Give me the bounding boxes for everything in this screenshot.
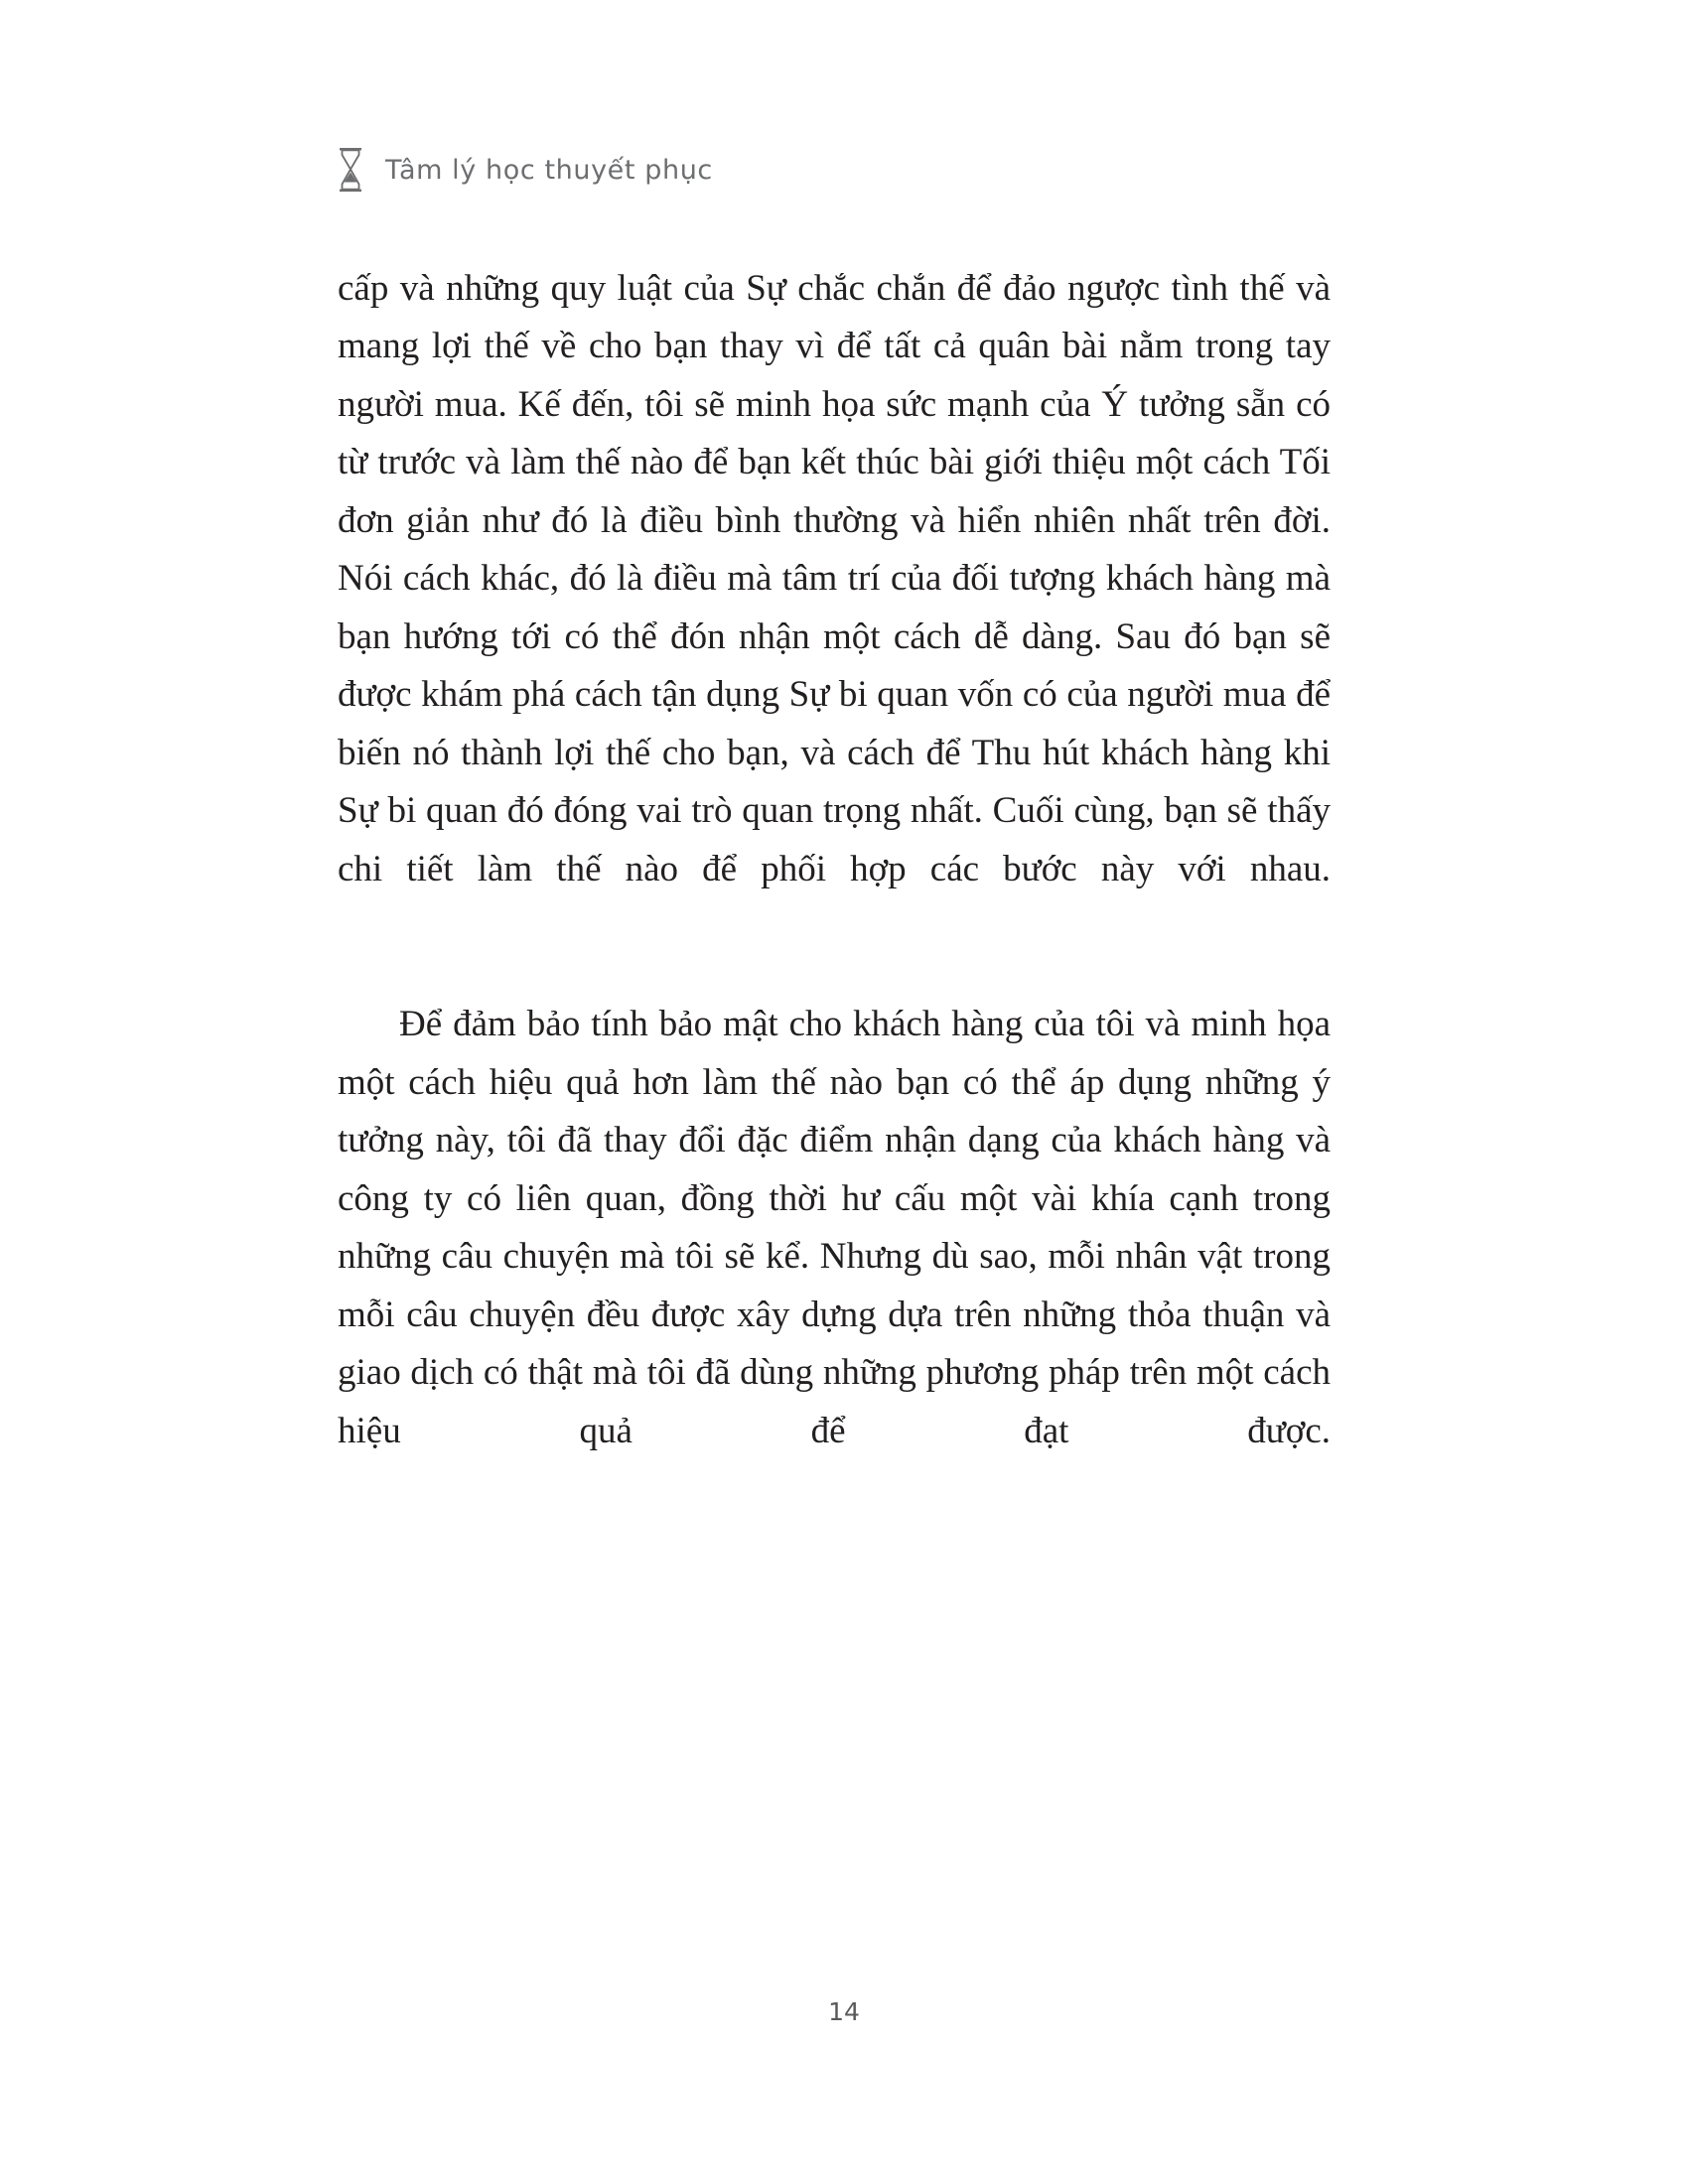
running-header-title: Tâm lý học thuyết phục — [385, 154, 713, 186]
body-text-column — [338, 260, 1331, 1519]
running-header — [338, 147, 713, 193]
paragraph: Để đảm bảo tính bảo mật cho khách hàng của tôi và minh họa một cách hiệu quả hơn làm thế nào bạn có thể áp dụng những ý tưởng này, tôi đã thay đổi đặc điểm nhận dạng của khách hàng và công ty có liên quan, đồng thời hư cấu một vài khía cạnh trong những câu chuyện mà tôi sẽ kể. Nhưng dù sao, mỗi nhân vật trong mỗi câu chuyện đều được xây dựng dựa trên những thỏa thuận và giao dịch có thật mà tôi đã dùng những phương pháp trên một cách hiệu quả để đạt được. — [338, 1004, 1331, 1451]
paragraph: cấp và những quy luật của Sự chắc chắn để đảo ngược tình thế và mang lợi thế về cho bạn thay vì để tất cả quân bài nằm trong tay người mua. Kế đến, tôi sẽ minh họa sức mạnh của Ý tưởng sẵn có từ trước và làm thế nào để bạn kết thúc bài giới thiệu một cách Tối đơn giản như đó là điều bình thường và hiển nhiên nhất trên đời. Nói cách khác, đó là điều mà tâm trí của đối tượng khách hàng mà bạn hướng tới có thể đón nhận một cách dễ dàng. Sau đó bạn sẽ được khám phá cách tận dụng Sự bi quan vốn có của người mua để biến nó thành lợi thế cho bạn, và cách để Thu hút khách hàng khi Sự bi quan đó đóng vai trò quan trọng nhất. Cuối cùng, bạn sẽ thấy chi tiết làm thế nào để phối hợp các bước này với nhau. — [338, 268, 1331, 889]
page-number: 14 — [828, 1997, 860, 2026]
hourglass-icon — [338, 147, 363, 193]
